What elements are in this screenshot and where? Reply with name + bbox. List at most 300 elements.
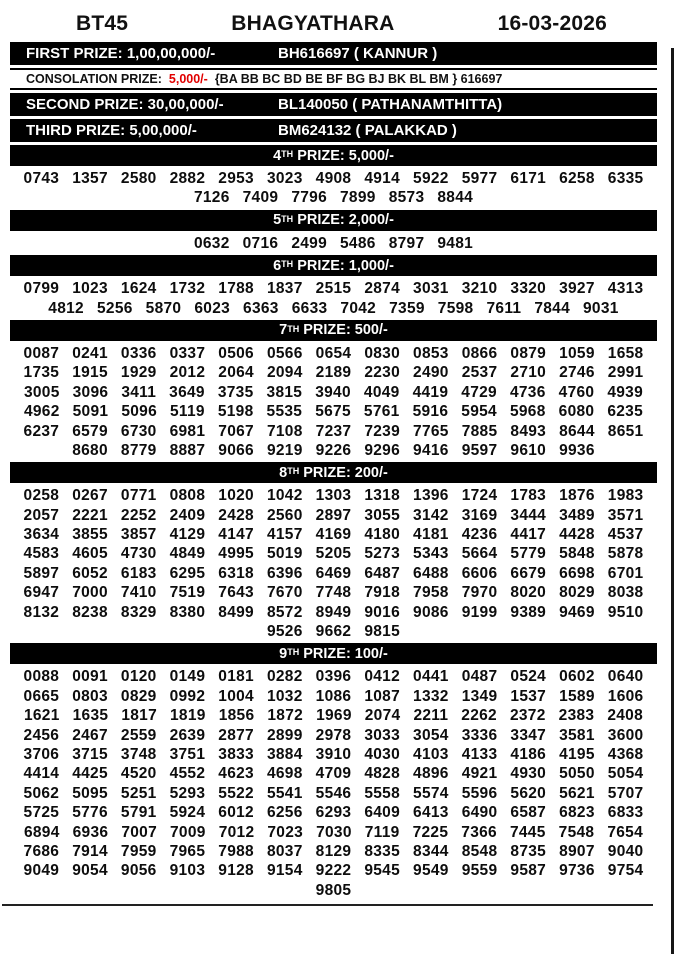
winning-number: 6237 (23, 422, 60, 440)
winning-number: 9559 (461, 862, 498, 880)
winning-number: 2897 (315, 506, 352, 524)
winning-number: 6490 (461, 804, 498, 822)
winning-number: 1837 (266, 280, 303, 298)
winning-numbers-row (10, 842, 657, 861)
winning-number: 8887 (169, 441, 206, 459)
winning-number: 4995 (218, 545, 254, 563)
winning-number: 8680 (72, 441, 108, 459)
winning-number: 3706 (23, 745, 60, 763)
winning-number: 9587 (510, 862, 547, 880)
header (0, 0, 675, 42)
winning-number: 2064 (218, 364, 254, 382)
winning-number: 9736 (559, 862, 595, 880)
winning-number: 3347 (510, 726, 547, 744)
winning-number: 7844 (534, 299, 570, 317)
winning-number: 2408 (607, 707, 644, 725)
winning-number: 1969 (316, 707, 352, 725)
winning-number: 3884 (266, 745, 303, 763)
winning-number: 4157 (266, 526, 303, 544)
winning-number: 0336 (120, 344, 157, 362)
winning-number: 4537 (607, 526, 644, 544)
winning-number: 3634 (23, 526, 60, 544)
winning-number: 2639 (169, 726, 206, 744)
winning-number: 0120 (120, 668, 157, 686)
winning-number: 5095 (72, 784, 108, 802)
consolation-series: {BA BB BC BD BE BF BG BJ BK BL BM } 616697 (214, 72, 503, 86)
winning-number: 2262 (461, 707, 497, 725)
winning-number: 7965 (169, 842, 206, 860)
winning-number: 2515 (315, 280, 352, 298)
winning-number: 3031 (413, 280, 449, 298)
winning-numbers-row (10, 881, 657, 900)
winning-number: 4849 (169, 545, 206, 563)
winning-number: 7012 (218, 823, 255, 841)
winning-number: 7796 (291, 189, 327, 207)
winning-number: 1059 (559, 344, 595, 362)
winning-number: 9389 (510, 603, 547, 621)
winning-number: 9056 (120, 862, 157, 880)
winning-number: 1537 (510, 687, 547, 705)
prize-section-4th (0, 145, 675, 208)
winning-number: 9219 (266, 441, 303, 459)
winning-number: 3751 (169, 745, 206, 763)
winning-number: 7748 (315, 584, 352, 602)
prize-amount-text: PRIZE: 2,000/- (293, 212, 394, 229)
winning-number: 7237 (315, 422, 352, 440)
winning-number: 4133 (461, 745, 498, 763)
winning-number: 4419 (412, 383, 449, 401)
prize-ordinal-suffix: TH (287, 323, 300, 334)
winning-number: 7988 (218, 842, 254, 860)
third-prize-winner: BM624132 ( PALAKKAD ) (278, 122, 457, 139)
winning-number: 6488 (413, 564, 449, 582)
winning-number: 4709 (315, 765, 352, 783)
winning-number: 9086 (413, 603, 449, 621)
winning-number: 2537 (461, 364, 498, 382)
winning-number: 0808 (169, 487, 206, 505)
winning-number: 0771 (120, 487, 157, 505)
winning-number: 1624 (120, 280, 157, 298)
winning-number: 9526 (266, 623, 303, 641)
winning-number: 2221 (72, 506, 108, 524)
winning-number: 3571 (607, 506, 644, 524)
winning-number: 0258 (23, 487, 60, 505)
winning-number: 3210 (461, 280, 498, 298)
winning-number: 6633 (291, 299, 328, 317)
bottom-rule (2, 904, 653, 906)
prize-section-header (10, 210, 657, 231)
prize-ordinal: 9 (279, 645, 288, 662)
winning-number: 2899 (266, 726, 303, 744)
winning-number: 9226 (315, 441, 352, 459)
third-prize-label: THIRD PRIZE: 5,00,000/- (26, 122, 197, 139)
winning-number: 0829 (120, 687, 157, 705)
winning-number: 0632 (193, 234, 230, 252)
winning-number: 5897 (23, 564, 60, 582)
winning-numbers-row (10, 188, 657, 207)
winning-number: 4896 (413, 765, 449, 783)
winning-number: 2409 (169, 506, 206, 524)
winning-number: 5870 (145, 299, 182, 317)
winning-number: 1732 (169, 280, 206, 298)
winning-number: 6413 (413, 804, 449, 822)
winning-number: 4414 (23, 765, 60, 783)
winning-number: 5574 (413, 784, 449, 802)
prize-section-header (10, 643, 657, 664)
winning-number: 9754 (607, 862, 644, 880)
winning-number: 0506 (218, 344, 254, 362)
winning-number: 8038 (607, 584, 644, 602)
winning-number: 7108 (266, 422, 303, 440)
winning-number: 5251 (120, 784, 157, 802)
prize-amount-text: PRIZE: 1,000/- (293, 257, 394, 274)
winning-number: 6833 (607, 804, 644, 822)
winning-number: 0087 (23, 344, 60, 362)
winning-number: 7067 (218, 422, 254, 440)
winning-number: 4129 (169, 526, 206, 544)
lottery-name: BHAGYATHARA (231, 12, 395, 35)
winning-number: 8573 (388, 189, 425, 207)
prize-ordinal: 7 (279, 322, 288, 339)
draw-date: 16-03-2026 (497, 12, 607, 35)
prize-ordinal-suffix: TH (281, 213, 294, 224)
winning-number: 8493 (510, 422, 547, 440)
winning-number: 9040 (607, 842, 644, 860)
winning-number: 3169 (461, 506, 498, 524)
winning-number: 0267 (72, 487, 108, 505)
second-prize-bar (10, 93, 657, 116)
winning-number: 7119 (364, 823, 400, 841)
winning-number: 4186 (510, 745, 547, 763)
winning-number: 7611 (486, 299, 522, 317)
second-prize-winner: BL140050 ( PATHANAMTHITTA) (278, 96, 503, 113)
winning-number: 9510 (607, 603, 644, 621)
winning-number: 5256 (96, 299, 133, 317)
winning-number: 4828 (364, 765, 401, 783)
winning-numbers-row (10, 764, 657, 783)
winning-numbers-row (10, 506, 657, 525)
winning-numbers-row (10, 383, 657, 402)
winning-number: 4313 (607, 280, 644, 298)
winning-number: 3023 (266, 170, 303, 187)
winning-number: 3649 (169, 383, 205, 401)
winning-number: 5620 (510, 784, 547, 802)
winning-number: 3600 (607, 726, 644, 744)
winning-number: 5761 (363, 403, 400, 421)
winning-number: 4908 (315, 170, 352, 187)
winning-number: 5922 (413, 170, 449, 187)
winning-number: 2877 (218, 726, 254, 744)
winning-number: 0441 (413, 668, 449, 686)
winning-number: 7899 (340, 189, 376, 207)
first-prize-bar (10, 42, 657, 65)
winning-number: 2953 (218, 170, 254, 187)
winning-number: 4049 (363, 383, 400, 401)
winning-number: 0665 (23, 687, 60, 705)
winning-number: 4103 (413, 745, 449, 763)
winning-number: 7970 (461, 584, 498, 602)
winning-number: 5675 (315, 403, 351, 421)
winning-number: 4520 (120, 765, 157, 783)
winning-number: 7918 (364, 584, 401, 602)
winning-numbers-row (10, 745, 657, 764)
winning-number: 6080 (558, 403, 595, 421)
winning-number: 5558 (364, 784, 401, 802)
winning-number: 7958 (413, 584, 449, 602)
winning-number: 1788 (218, 280, 254, 298)
winning-number: 6730 (120, 422, 157, 440)
winning-number: 0640 (607, 668, 644, 686)
winning-number: 1042 (266, 487, 303, 505)
winning-number: 0602 (559, 668, 595, 686)
winning-number: 9549 (413, 862, 449, 880)
winning-number: 5522 (218, 784, 254, 802)
winning-number: 0149 (169, 668, 206, 686)
winning-numbers-row (10, 422, 657, 441)
winning-number: 4698 (266, 765, 303, 783)
prize-ordinal: 6 (273, 257, 282, 274)
winning-number: 1349 (461, 687, 498, 705)
winning-number: 2559 (120, 726, 157, 744)
winning-number: 5273 (364, 545, 401, 563)
winning-number: 9416 (413, 441, 449, 459)
winning-number: 7366 (461, 823, 497, 841)
winning-number: 1020 (218, 487, 254, 505)
winning-numbers-row (10, 667, 657, 686)
winning-number: 0091 (72, 668, 108, 686)
winning-number: 1735 (23, 364, 60, 382)
winning-number: 6396 (266, 564, 303, 582)
winning-number: 4428 (559, 526, 595, 544)
winning-number: 5062 (23, 784, 60, 802)
winning-number: 6409 (364, 804, 401, 822)
winning-number: 6235 (607, 403, 644, 421)
prize-section-6th (0, 255, 675, 318)
winning-number: 0241 (72, 344, 108, 362)
winning-number: 4169 (315, 526, 352, 544)
winning-number: 0716 (242, 234, 279, 252)
prize-ordinal: 4 (273, 147, 282, 164)
winning-numbers-row (10, 344, 657, 363)
winning-number: 4812 (48, 299, 84, 317)
winning-number: 8344 (413, 842, 449, 860)
prize-amount-text: PRIZE: 5,000/- (293, 147, 394, 164)
winning-number: 4730 (120, 545, 157, 563)
winning-number: 7030 (316, 823, 352, 841)
winning-number: 0866 (461, 344, 498, 362)
winning-number: 8779 (120, 441, 157, 459)
winning-number: 1983 (607, 487, 644, 505)
winning-number: 4623 (218, 765, 254, 783)
right-edge-line (671, 48, 674, 954)
winning-number: 4760 (558, 383, 595, 401)
winning-number: 9815 (364, 623, 401, 641)
winning-number: 5596 (461, 784, 498, 802)
winning-number: 7445 (509, 823, 546, 841)
winning-number: 6947 (23, 584, 60, 602)
winning-number: 1303 (315, 487, 352, 505)
winning-number: 3910 (315, 745, 352, 763)
winning-number: 5924 (169, 804, 206, 822)
winning-numbers-row (10, 486, 657, 505)
winning-number: 6698 (559, 564, 595, 582)
winning-number: 8499 (218, 603, 254, 621)
winning-number: 6258 (559, 170, 595, 187)
winning-number: 5848 (559, 545, 595, 563)
prize-section-header (10, 145, 657, 166)
winning-number: 6293 (315, 804, 352, 822)
winning-number: 3054 (413, 726, 449, 744)
winning-number: 4417 (510, 526, 547, 544)
winning-number: 4147 (218, 526, 254, 544)
winning-number: 7914 (72, 842, 108, 860)
winning-number: 1087 (364, 687, 401, 705)
winning-number: 3815 (266, 383, 303, 401)
winning-number: 7023 (267, 823, 304, 841)
winning-number: 8548 (461, 842, 498, 860)
winning-numbers-row (10, 583, 657, 602)
winning-number: 7359 (389, 299, 425, 317)
winning-number: 0743 (23, 170, 60, 187)
winning-number: 2428 (218, 506, 254, 524)
prize-section-7th (0, 320, 675, 460)
draw-code: BT45 (76, 12, 129, 35)
winning-number: 0181 (218, 668, 254, 686)
winning-number: 2874 (364, 280, 401, 298)
winning-numbers-row (10, 603, 657, 622)
winning-number: 6606 (461, 564, 498, 582)
winning-number: 1658 (607, 344, 644, 362)
prize-ordinal-suffix: TH (287, 466, 300, 477)
winning-number: 2746 (559, 364, 595, 382)
winning-number: 6023 (194, 299, 231, 317)
winning-numbers-row (10, 544, 657, 563)
winning-number: 2499 (291, 234, 327, 252)
winning-number: 7519 (169, 584, 206, 602)
winning-number: 1856 (218, 707, 255, 725)
winning-number: 1357 (72, 170, 108, 187)
winning-number: 1086 (315, 687, 352, 705)
winning-numbers-row (10, 441, 657, 460)
winning-number: 1032 (266, 687, 303, 705)
prize-section-5th (0, 210, 675, 253)
winning-number: 0487 (461, 668, 498, 686)
prize-ordinal-suffix: TH (281, 149, 294, 159)
winning-number: 0337 (169, 344, 206, 362)
winning-number: 6936 (72, 823, 109, 841)
winning-number: 6012 (218, 804, 254, 822)
winning-number: 6052 (72, 564, 108, 582)
winning-number: 3581 (559, 726, 595, 744)
winning-number: 2991 (607, 364, 644, 382)
winning-number: 7000 (72, 584, 108, 602)
winning-number: 0282 (266, 668, 303, 686)
winning-number: 3411 (121, 383, 157, 401)
winning-number: 5707 (607, 784, 644, 802)
winning-number: 2189 (315, 364, 352, 382)
winning-number: 5878 (607, 545, 644, 563)
winning-number: 1724 (461, 487, 498, 505)
winning-number: 9545 (364, 862, 401, 880)
winning-number: 3096 (72, 383, 109, 401)
winning-number: 8949 (315, 603, 352, 621)
winning-number: 9469 (559, 603, 595, 621)
winning-number: 7410 (120, 584, 157, 602)
winning-number: 1635 (72, 707, 109, 725)
winning-number: 9016 (364, 603, 401, 621)
winning-number: 7239 (364, 422, 401, 440)
winning-number: 8020 (510, 584, 547, 602)
winning-numbers (10, 234, 657, 253)
winning-number: 1332 (413, 687, 449, 705)
winning-number: 6335 (607, 170, 644, 187)
winning-number: 0524 (510, 668, 547, 686)
winning-number: 7225 (412, 823, 449, 841)
winning-number: 9128 (218, 862, 254, 880)
winning-number: 1783 (510, 487, 547, 505)
winning-number: 1589 (559, 687, 595, 705)
winning-number: 1396 (413, 487, 449, 505)
winning-number: 8907 (559, 842, 595, 860)
winning-numbers-row (10, 784, 657, 803)
winning-number: 3715 (72, 745, 108, 763)
winning-number: 9481 (437, 234, 474, 252)
winning-number: 0654 (315, 344, 352, 362)
winning-number: 8644 (559, 422, 595, 440)
third-prize-bar (10, 119, 657, 142)
winning-number: 6579 (72, 422, 108, 440)
lower-prizes (0, 145, 675, 900)
winning-number: 4236 (461, 526, 498, 544)
winning-number: 5779 (510, 545, 547, 563)
winning-number: 0396 (315, 668, 352, 686)
winning-number: 2211 (413, 707, 449, 725)
winning-number: 5725 (23, 804, 60, 822)
winning-number: 8029 (559, 584, 595, 602)
winning-number: 5096 (121, 403, 158, 421)
prize-amount-text: PRIZE: 500/- (299, 322, 388, 339)
winning-number: 1621 (23, 707, 60, 725)
winning-number: 3444 (510, 506, 547, 524)
winning-number: 5546 (315, 784, 352, 802)
winning-number: 7409 (242, 189, 279, 207)
consolation-amount: 5,000/- (168, 72, 208, 86)
winning-number: 9296 (364, 441, 401, 459)
winning-numbers-row (10, 299, 657, 318)
winning-number: 9031 (583, 299, 619, 317)
winning-number: 8132 (23, 603, 60, 621)
winning-number: 2074 (364, 707, 401, 725)
winning-numbers-row (10, 279, 657, 298)
winning-number: 4552 (169, 765, 206, 783)
winning-numbers (10, 279, 657, 318)
winning-number: 3735 (217, 383, 254, 401)
winning-number: 1023 (72, 280, 108, 298)
prize-section-header (10, 462, 657, 483)
winning-number: 3142 (413, 506, 449, 524)
prize-amount-text: PRIZE: 200/- (299, 464, 388, 481)
winning-number: 4930 (510, 765, 547, 783)
winning-number: 2230 (364, 364, 401, 382)
winning-number: 5916 (412, 403, 449, 421)
winning-number: 5091 (72, 403, 109, 421)
winning-number: 1004 (218, 687, 254, 705)
winning-number: 8335 (364, 842, 401, 860)
winning-number: 1915 (72, 364, 108, 382)
winning-number: 7042 (340, 299, 377, 317)
winning-number: 2490 (413, 364, 449, 382)
winning-number: 6823 (559, 804, 595, 822)
